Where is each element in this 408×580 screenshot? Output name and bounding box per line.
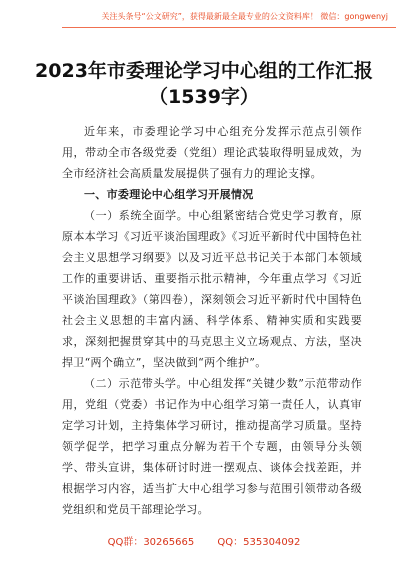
body-paragraph: （一）系统全面学。中心组紧密结合党史学习教育，原原本本学习《习近平谈治国理政》《习近平新时代中国特色社会主义思想学习纲要》以及习近平总书记关于本部门本领域工作的重要讲话、重要指示批示精神，今年重点学习《习近平谈治国理政》（第四卷），深刻领会习近平新时代中国特色社会主义思想的丰富内涵、科学体系、精神实质和实践要求，深刻把握贯穿其中的马克思主义立场观点、方法，坚决捍卫“两个确立”，坚决做到“两个维护”。 [62, 209, 362, 369]
section-heading: 一、市委理论中心组学习开展情况 [84, 188, 254, 201]
footer-qq: QQ：535304092 [217, 537, 301, 548]
header-banner [0, 0, 408, 34]
document-title: 2023年市委理论学习中心组的工作汇报（1539字） [35, 60, 373, 108]
footer-qq-group: QQ群：30265665 [107, 537, 195, 548]
header-banner-text: 关注头条号“公文研究”，获得最新最全最专业的公文资料库！ 微信：gongwenyj [101, 12, 388, 21]
body-paragraph: （二）示范带头学。中心组发挥“关键少数”示范带动作用，党组（党委）书记作为中心组学习第一责任人，认真审定学习计划，主持集体学习研讨，推动提高学习质量。坚持领学促学，把学习重点分解为若干个专题，由领导分头领学、带头宣讲，集体研讨时进一摆观点、谈体会找差距，并根据学习内容，适当扩大中心组学习参与范围引领带动各级党组织和党员干部理论学习。 [62, 377, 362, 516]
intro-paragraph: 近年来，市委理论学习中心组充分发挥示范点引领作用，带动全市各级党委（党组）理论武装取得明显成效，为全市经济社会高质量发展提供了强有力的理论支撑。 [62, 125, 362, 180]
footer-contact [0, 533, 408, 548]
document-body [62, 121, 362, 520]
header-divider [62, 27, 396, 28]
